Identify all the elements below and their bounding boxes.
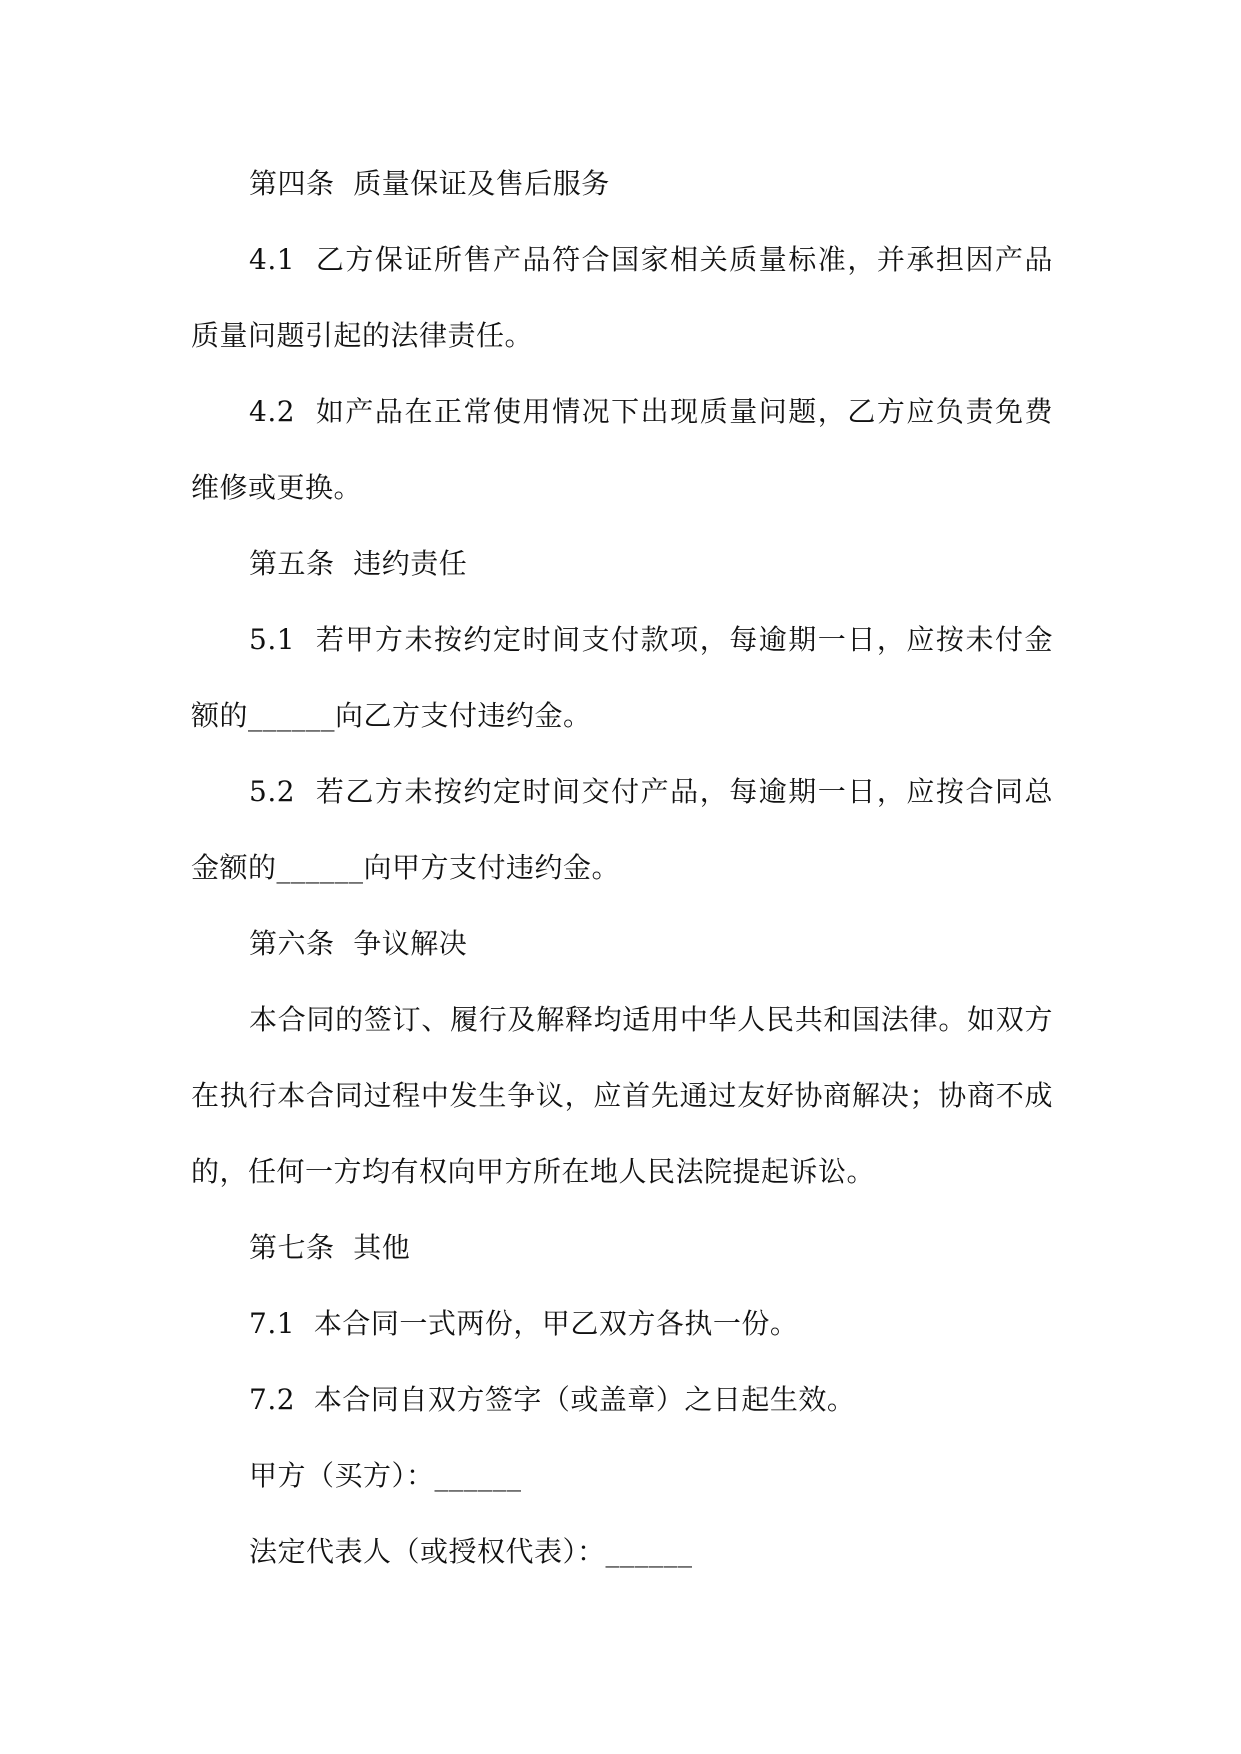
clause-4-2: 4.2 如产品在正常使用情况下出现质量问题，乙方应负责免费维修或更换。 [191, 395, 1053, 504]
article-6-heading: 第六条 争议解决 [249, 927, 468, 960]
clause-5-1: 5.1 若甲方未按约定时间支付款项，每逾期一日，应按未付金额的______向乙方支付违约金。 [191, 623, 1053, 732]
article-4-heading: 第四条 质量保证及售后服务 [249, 167, 610, 200]
clause-7-1: 7.1 本合同一式两份，甲乙双方各执一份。 [249, 1307, 799, 1340]
legal-representative-signature-line: 法定代表人（或授权代表）：______ [249, 1535, 693, 1568]
clause-5-2: 5.2 若乙方未按约定时间交付产品，每逾期一日，应按合同总金额的______向甲方支付违约金。 [191, 775, 1053, 884]
article-5-heading: 第五条 违约责任 [249, 547, 468, 580]
clause-6-body: 本合同的签订、履行及解释均适用中华人民共和国法律。如双方在执行本合同过程中发生争议，应首先通过友好协商解决；协商不成的，任何一方均有权向甲方所在地人民法院提起诉讼。 [191, 1003, 1053, 1188]
party-a-signature-line: 甲方（买方）：______ [249, 1459, 522, 1492]
contract-body [191, 146, 1053, 1590]
clause-4-1: 4.1 乙方保证所售产品符合国家相关质量标准，并承担因产品质量问题引起的法律责任。 [191, 243, 1053, 352]
article-7-heading: 第七条 其他 [249, 1231, 411, 1264]
clause-7-2: 7.2 本合同自双方签字（或盖章）之日起生效。 [249, 1383, 856, 1416]
